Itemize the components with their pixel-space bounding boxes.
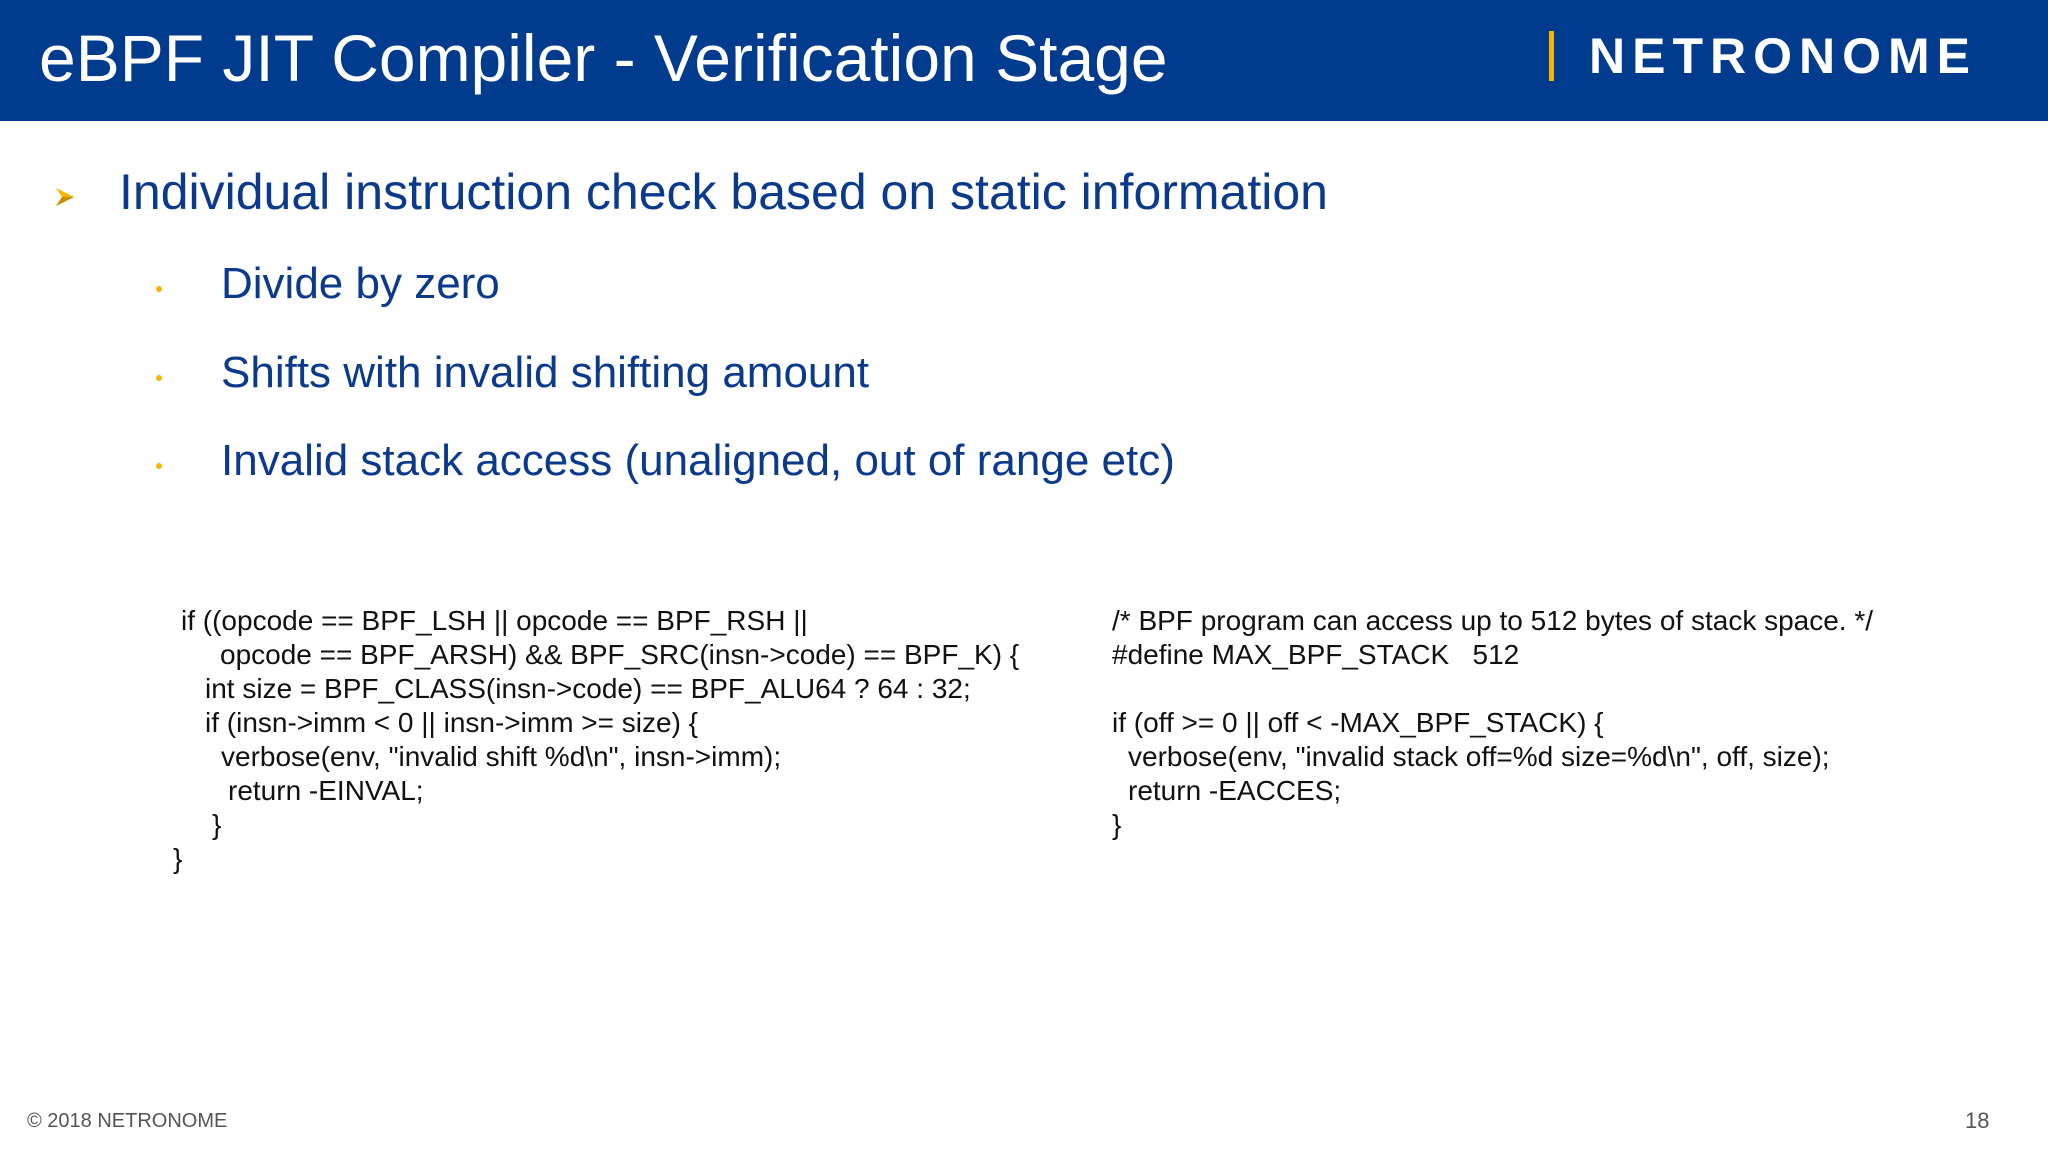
- sub-bullet-text: Shifts with invalid shifting amount: [221, 348, 870, 397]
- code-line: return -EINVAL;: [228, 775, 424, 806]
- arrow-bullet-icon: [54, 186, 76, 208]
- logo-divider-bar: [1549, 31, 1554, 81]
- slide-title: eBPF JIT Compiler - Verification Stage: [39, 21, 1168, 95]
- code-line: }: [173, 843, 183, 874]
- sub-bullet-text: Divide by zero: [221, 259, 500, 308]
- code-line: }: [1112, 809, 1122, 840]
- code-line: verbose(env, "invalid shift %d\n", insn->imm);: [221, 741, 782, 772]
- main-bullet-text: Individual instruction check based on static information: [119, 164, 1328, 220]
- sub-bullet-dot-icon: [156, 463, 162, 469]
- code-line: }: [212, 809, 222, 840]
- code-line: if (off >= 0 || off < -MAX_BPF_STACK) {: [1112, 707, 1604, 738]
- sub-bullet-dot-icon: [156, 286, 162, 292]
- code-line: /* BPF program can access up to 512 bytes of stack space. */: [1112, 605, 1874, 636]
- code-line: int size = BPF_CLASS(insn->code) == BPF_ALU64 ? 64 : 32;: [205, 673, 971, 704]
- slide-header: [0, 0, 2048, 121]
- sub-bullet-text: Invalid stack access (unaligned, out of range etc): [221, 436, 1175, 485]
- page-number: 18: [1965, 1108, 1990, 1133]
- code-line: if ((opcode == BPF_LSH || opcode == BPF_RSH ||: [181, 605, 808, 636]
- sub-bullet-dot-icon: [156, 375, 162, 381]
- code-line: if (insn->imm < 0 || insn->imm >= size) {: [205, 707, 699, 738]
- netronome-logo: NETRONOME: [1589, 28, 1977, 84]
- code-line: opcode == BPF_ARSH) && BPF_SRC(insn->code) == BPF_K) {: [220, 639, 1020, 670]
- code-line: verbose(env, "invalid stack off=%d size=%d\n", off, size);: [1128, 741, 1830, 772]
- copyright-text: © 2018 NETRONOME: [27, 1110, 228, 1132]
- code-line: return -EACCES;: [1128, 775, 1342, 806]
- code-line: #define MAX_BPF_STACK 512: [1112, 639, 1520, 670]
